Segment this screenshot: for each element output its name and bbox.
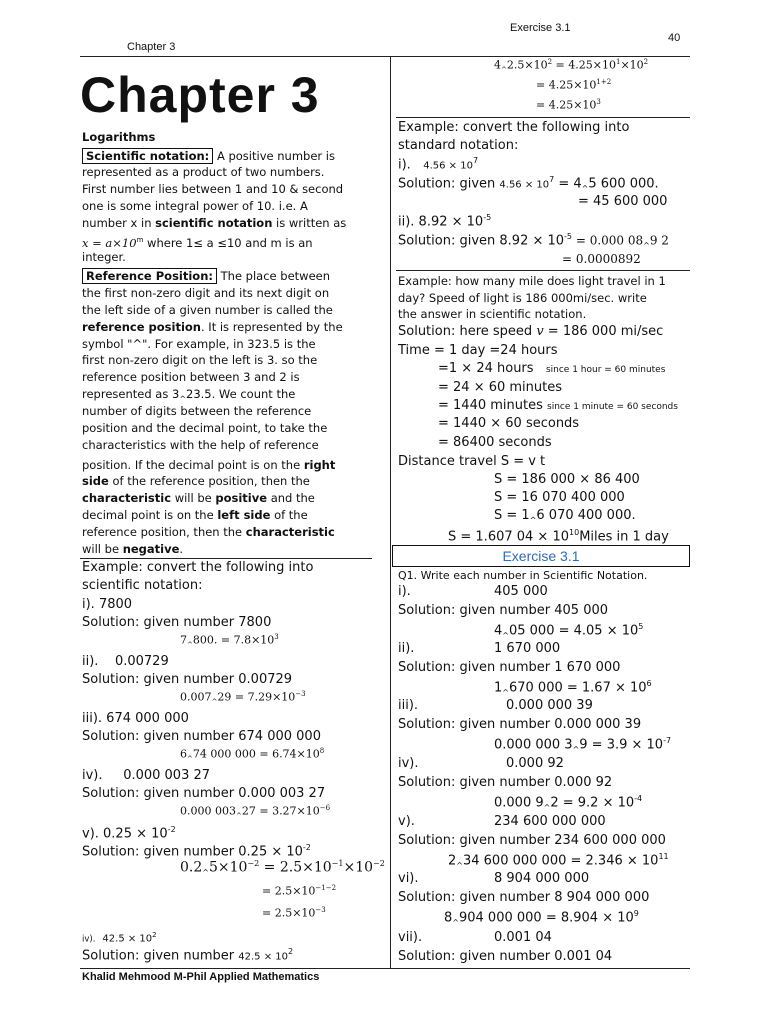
item-v-label: v). $0.25 \times 10^{-2}$ xyxy=(82,825,176,842)
distance-step-2: S = 16 070 400 000 xyxy=(494,490,625,505)
example-intro-line-1: Example: convert the following into xyxy=(82,560,314,575)
ex-v-math: $2_{\^{}}34$ 600 000 $000 = 2.346 \times 10^{11}$ xyxy=(448,852,669,870)
ex-vi-math: $8_{\^{}}904$ 000 $000 = 8.904 \times 10^9$ xyxy=(444,909,639,927)
item-ii-label: ii). 0.00729 xyxy=(82,654,169,669)
column-divider xyxy=(390,56,391,968)
section-heading: Logarithms xyxy=(82,130,156,144)
std-ii-solution: Solution: given $8.92 \times 10^{-5} = 0.000$ $08_{\^{}}9$ 2 xyxy=(398,232,669,250)
ref-position-line-14: characteristic will be positive and the xyxy=(82,491,315,505)
right-rule-2 xyxy=(396,270,690,271)
item-iii-math: $6_{\^{}}74$ 000 $000 = 6.74\times 10^8$ xyxy=(180,747,325,763)
ex-iv-solution: Solution: given number 0.000 92 xyxy=(398,775,613,790)
item-ii-math: $0.007_{\^{}}29 = 7.29\times 10^{-3}$ xyxy=(180,690,306,706)
item-v-solution: Solution: given number $0.25 \times 10^{-2}$ xyxy=(82,843,311,860)
sci-notation-line-4: one is some integral power of 10. i.e. A xyxy=(82,199,308,213)
item-ii-solution: Solution: given number 0.00729 xyxy=(82,672,293,687)
ref-position-line-7: reference position between 3 and 2 is xyxy=(82,370,300,384)
item-v-math-1: $0.2_{\^{}}5\times 10^{-2} = 2.5\times 10^{-1}\times 10^{-2}$ xyxy=(180,859,385,878)
sci-notation-line-6: $x = a\times 10^m$ where 1≤ a ≤10 and m is an xyxy=(82,235,313,250)
item-vi-solution: Solution: given number $42.5 \times 10^2$ xyxy=(82,947,294,964)
ref-position-line-8: represented as $3_{\^{}}23.5$. We count the xyxy=(82,387,296,404)
ref-position-line-2: the first non-zero digit and its next digit on xyxy=(82,286,330,300)
item-iv-math: 0.000 $003_{\^{}}27 = 3.27\times 10^{-6}$ xyxy=(180,804,331,820)
ref-position-line-13: side of the reference position, then the xyxy=(82,474,310,488)
ref-position-line-3: the left side of a given number is called the xyxy=(82,303,333,317)
sci-notation-label: Scientific notation: xyxy=(82,148,213,164)
top-math-1: $4_{\^{}}2.5\times 10^2 = 4.25\times 10^1\times 10^2$ xyxy=(494,58,649,74)
ref-position-line-16: reference position, then the characteristic xyxy=(82,525,335,539)
ref-position-line-11: characteristics with the help of reference xyxy=(82,438,319,452)
footer-author: Khalid Mehmood M-Phil Applied Mathematics xyxy=(82,971,320,983)
top-math-3: = $4.25\times 10^3$ xyxy=(536,98,601,112)
item-i-label: i). 7800 xyxy=(82,597,133,612)
std-ii-result: = 0.0000892 xyxy=(562,252,641,266)
time-step-2: = 24 × 60 minutes xyxy=(438,380,563,395)
ex-iv-math: 0.000 $9_{\^{}}2 = 9.2 \times 10^{-4}$ xyxy=(494,794,643,812)
q1-instruction: Q1. Write each number in Scientific Notation. xyxy=(398,569,648,582)
ex-ii-solution: Solution: given number 1 670 000 xyxy=(398,660,621,675)
ex-v-solution: Solution: given number 234 600 000 000 xyxy=(398,833,666,848)
sci-notation-line-2: represented as a product of two numbers. xyxy=(82,165,325,179)
ref-position-line-12: position. If the decimal point is on the right xyxy=(82,458,336,472)
right-rule-1 xyxy=(396,117,690,118)
item-i-solution: Solution: given number 7800 xyxy=(82,615,272,630)
left-section-rule xyxy=(80,558,372,559)
item-vi-label: iv). $42.5 \times 10^2$ xyxy=(82,931,157,945)
sci-notation-line-5: number x in scientific notation is written as xyxy=(82,216,347,230)
ex-vi-label: vi). 8 904 000 000 xyxy=(398,871,590,886)
ref-position-line-1: Reference Position: The place between xyxy=(82,268,330,284)
ref-position-line-6: first non-zero digit on the left is 3. so the xyxy=(82,353,318,367)
time-step-4: = 1440 × 60 seconds xyxy=(438,416,580,431)
ex-i-label: i). 405 000 xyxy=(398,584,548,599)
ex-ii-math: $1_{\^{}}670$ $000 = 1.67 \times 10^6$ xyxy=(494,679,652,697)
exercise-box: Exercise 3.1 xyxy=(392,545,690,567)
time-line: Time = 1 day =24 hours xyxy=(398,343,558,358)
item-v-math-3: = $2.5\times 10^{-3}$ xyxy=(262,906,326,920)
item-i-math: $7_{\^{}}800$. = $7.8\times 10^3$ xyxy=(180,633,279,649)
light-line-3: the answer in scientific notation. xyxy=(398,307,587,321)
distance-final: S = 1.607 $04 \times 10^{10}Miles$ in 1 day xyxy=(448,528,669,545)
header-exercise-label: Exercise 3.1 xyxy=(510,22,571,34)
ex-i-math: $4_{\^{}}05$ $000 = 4.05 \times 10^5$ xyxy=(494,622,644,640)
sci-notation-line-1: Scientific notation: A positive number is xyxy=(82,148,335,164)
sci-notation-line-3: First number lies between 1 and 10 & second xyxy=(82,182,344,196)
ex-vi-solution: Solution: given number 8 904 000 000 xyxy=(398,890,650,905)
top-math-2: = $4.25\times 10^{1+2}$ xyxy=(536,78,612,92)
example-intro-line-2: scientific notation: xyxy=(82,578,203,593)
ref-position-label: Reference Position: xyxy=(82,268,217,284)
ex-iii-math: 0.000 000 $3_{\^{}}9 = 3.9 \times 10^{-7}$ xyxy=(494,736,672,754)
footer-rule xyxy=(80,968,690,969)
distance-step-1: S = 186 000 × 86 400 xyxy=(494,472,640,487)
ref-position-line-9: number of digits between the reference xyxy=(82,404,312,418)
std-example-line-2: standard notation: xyxy=(398,138,519,153)
time-step-5: = 86400 seconds xyxy=(438,435,552,450)
std-i-solution: Solution: given $4.56 \times 10^7 = 4_{\^{}}5$ 600 000. xyxy=(398,175,659,193)
ex-vii-label: vii). 0.001 04 xyxy=(398,930,552,945)
light-solution: Solution: here speed v = 186 000 mi/sec xyxy=(398,324,664,339)
ref-position-line-17: will be negative. xyxy=(82,542,184,556)
item-iii-label: iii). 674 000 000 xyxy=(82,711,189,726)
time-step-1: =1 × 24 hours since 1 hour = 60 minutes xyxy=(438,361,666,376)
ref-position-line-15: decimal point is on the left side of the xyxy=(82,508,308,522)
std-i-label: i). $4.56 \times 10^7$ xyxy=(398,156,479,173)
time-step-3: = 1440 minutes since 1 minute = 60 seconds xyxy=(438,398,678,413)
std-example-line-1: Example: convert the following into xyxy=(398,120,630,135)
ex-vii-solution: Solution: given number 0.001 04 xyxy=(398,949,613,964)
ex-iv-label: iv). 0.000 92 xyxy=(398,756,564,771)
item-iv-label: iv). 0.000 003 27 xyxy=(82,768,211,783)
ex-iii-label: iii). 0.000 000 39 xyxy=(398,698,593,713)
item-iii-solution: Solution: given number 674 000 000 xyxy=(82,729,321,744)
distance-line: Distance travel S = v t xyxy=(398,454,546,469)
sci-notation-line-7: integer. xyxy=(82,250,126,264)
header-rule xyxy=(80,56,690,57)
light-line-2: day? Speed of light is 186 000mi/sec. write xyxy=(398,291,647,305)
page-number: 40 xyxy=(668,32,681,44)
ref-position-line-4: reference position. It is represented by the xyxy=(82,320,343,334)
ex-v-label: v). 234 600 000 000 xyxy=(398,814,606,829)
ref-position-line-5: symbol "^". For example, in 323.5 is the xyxy=(82,337,316,351)
chapter-title: Chapter 3 xyxy=(80,67,320,123)
ref-position-line-10: position and the decimal point, to take the xyxy=(82,421,328,435)
std-i-result: = 45 600 000 xyxy=(578,194,668,209)
ex-ii-label: ii). 1 670 000 xyxy=(398,641,561,656)
std-ii-label: ii). $8.92 \times 10^{-5}$ xyxy=(398,213,492,230)
item-iv-solution: Solution: given number 0.000 003 27 xyxy=(82,786,326,801)
ex-iii-solution: Solution: given number 0.000 000 39 xyxy=(398,717,642,732)
light-line-1: Example: how many mile does light travel in 1 xyxy=(398,274,666,288)
ex-i-solution: Solution: given number 405 000 xyxy=(398,603,609,618)
distance-step-3: $S = 1_{\^{}}6$ 070 400 000. xyxy=(494,508,636,525)
header-chapter: Chapter 3 xyxy=(127,41,176,53)
item-v-math-2: = $2.5\times 10^{-1-2}$ xyxy=(262,884,337,898)
